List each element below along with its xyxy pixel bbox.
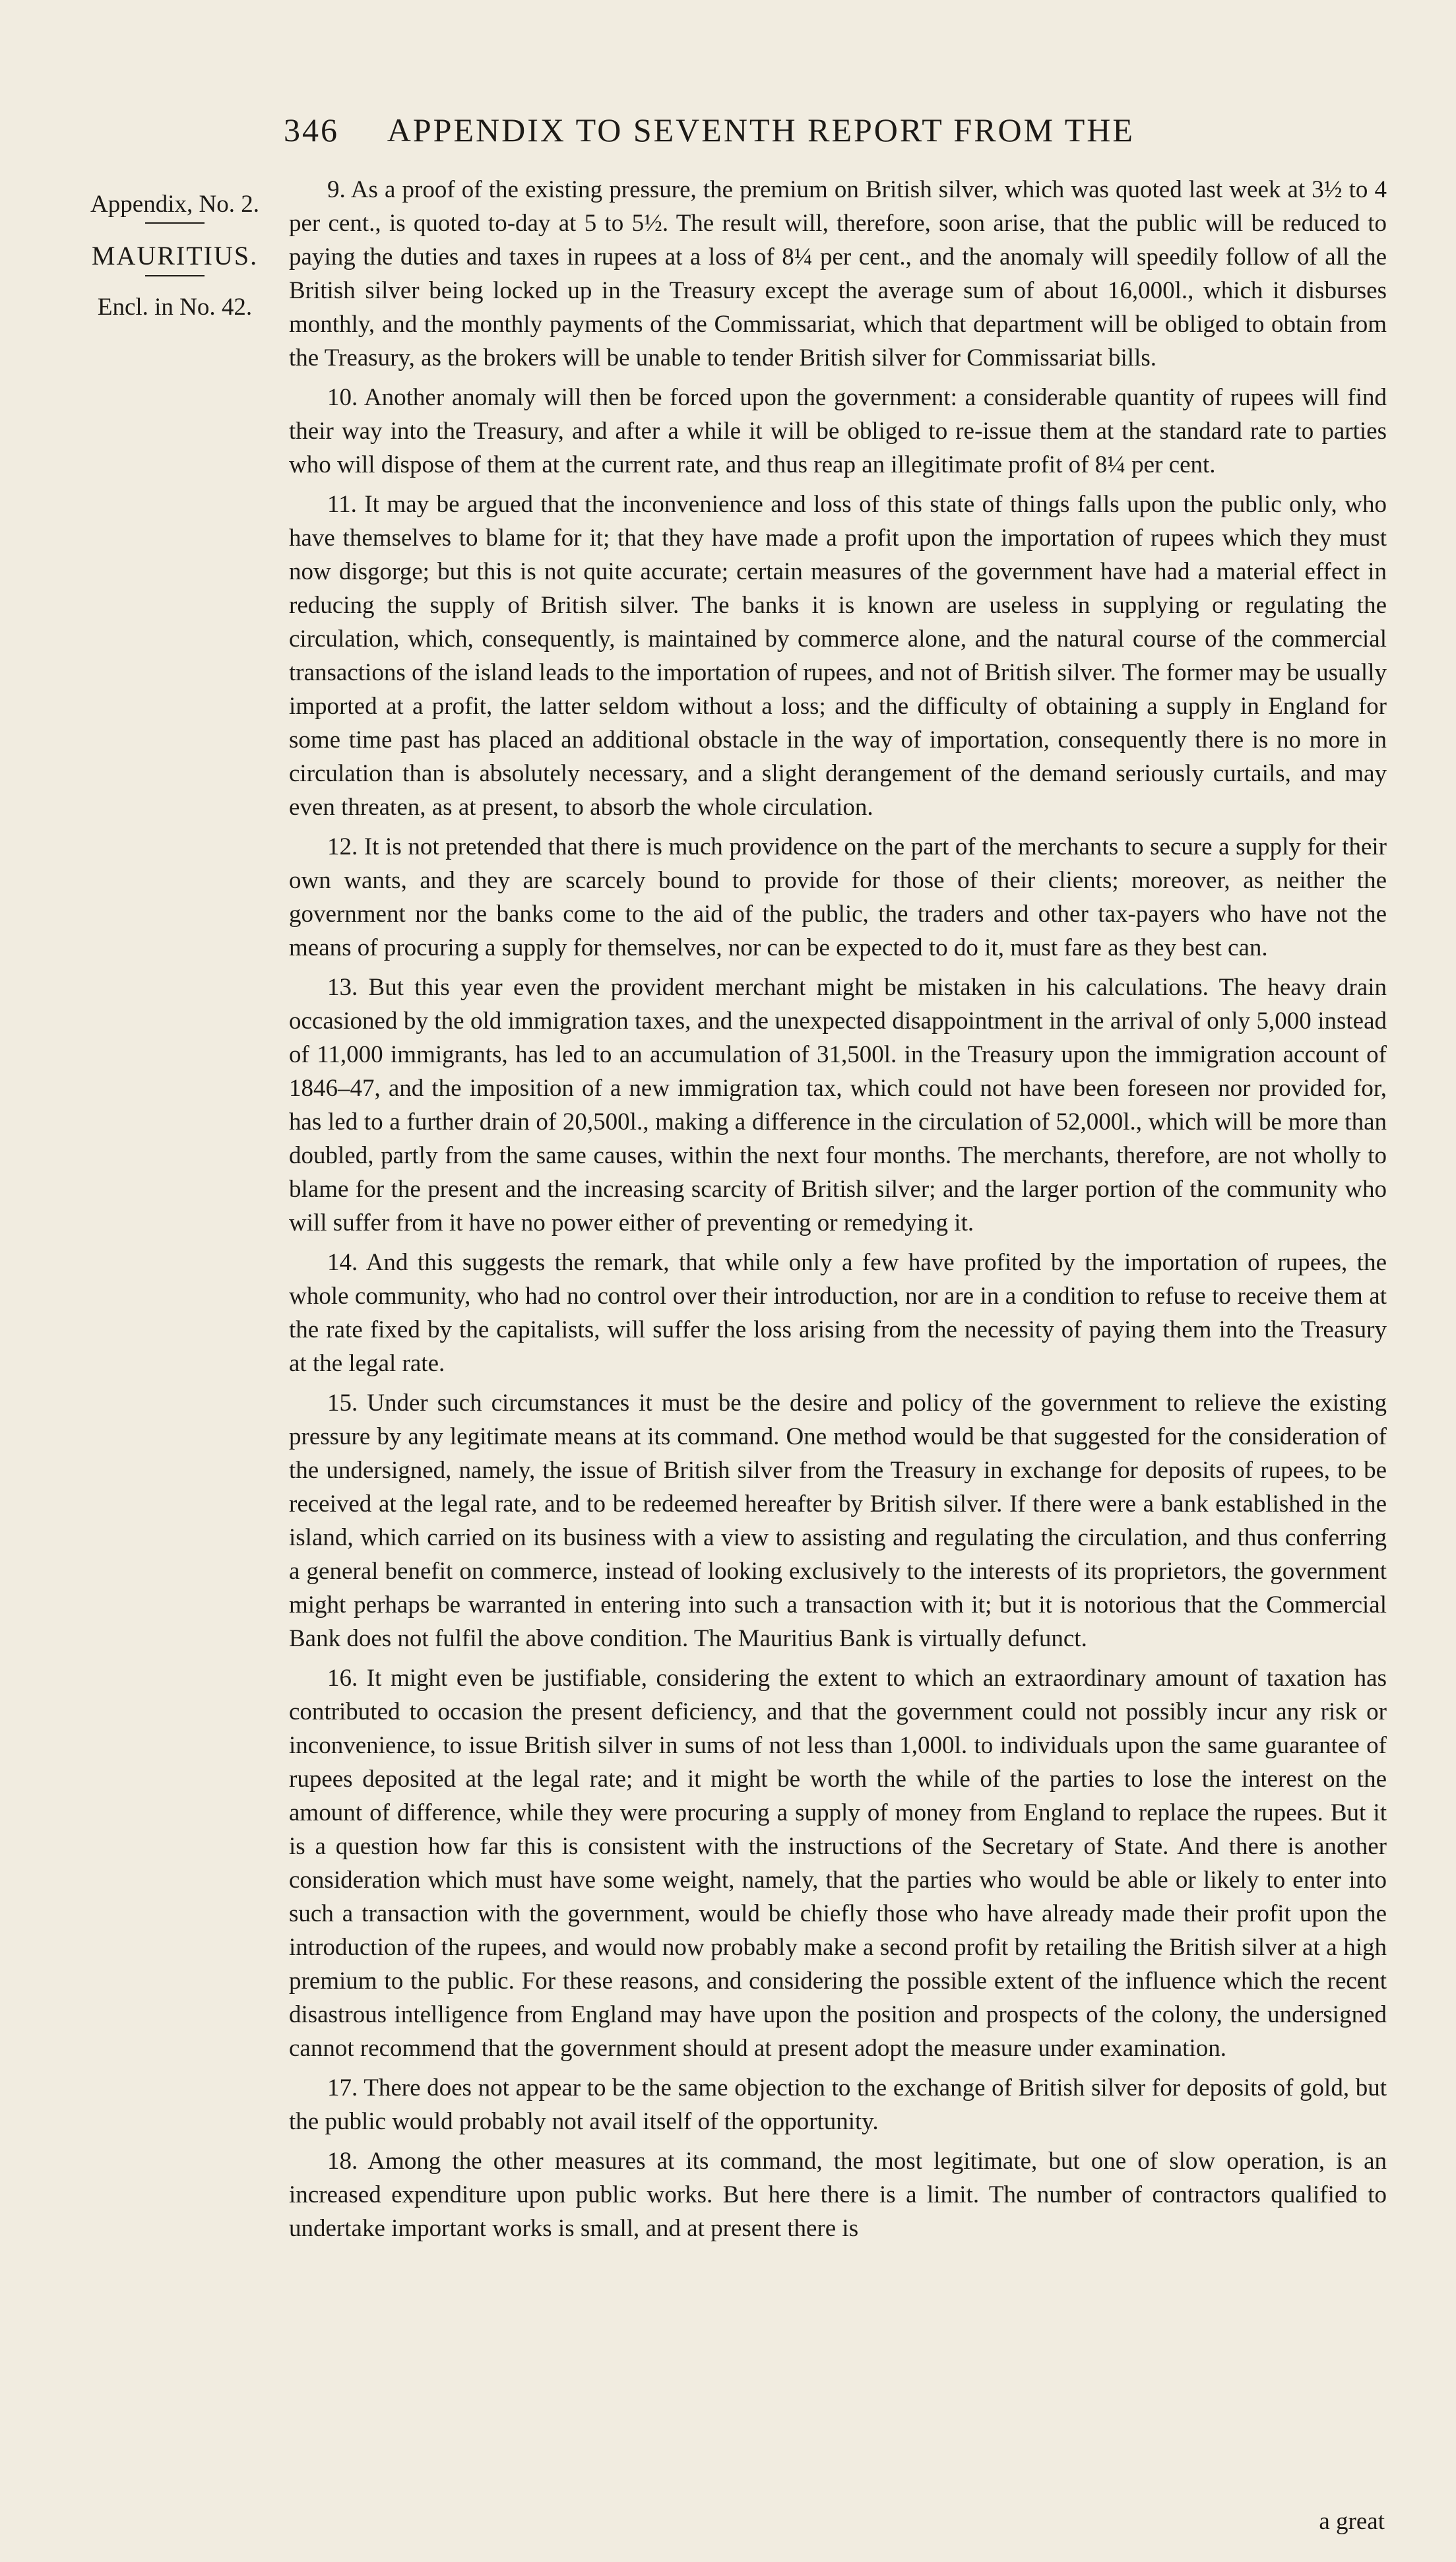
body-text — [289, 173, 1387, 2251]
margin-enclosure-label: Encl. in No. 42. — [97, 293, 253, 321]
margin-notes — [76, 188, 274, 324]
page-header-title: APPENDIX TO SEVENTH REPORT FROM THE — [387, 112, 1135, 148]
margin-rule — [145, 222, 205, 224]
paragraph-14: 14. And this suggests the remark, that while only a few have profited by the importation of rupees, the whole community, who had no control over their introduction, nor are in a condition to refuse to receive them at the rate fixed by the capitalists, will suffer the loss arising from the necessity of paying them into the Treasury at the legal rate. — [289, 1249, 1387, 1377]
catchword: a great — [1319, 2508, 1385, 2535]
margin-appendix-label: Appendix, No. 2. — [90, 191, 259, 218]
paragraph-12: 12. It is not pretended that there is much providence on the part of the merchants to secure a supply for their own wants, and they are scarcely bound to provide for those of their clients; moreover, as neither the government nor the banks come to the aid of the public, the traders and other tax-payers who have not the means of procuring a supply for themselves, nor can be expected to do it, must fare as they best can. — [289, 833, 1387, 961]
running-head — [284, 111, 1405, 149]
paragraph-10: 10. Another anomaly will then be forced upon the government: a considerable quantity of rupees will find their way into the Treasury, and after a while it will be obliged to re-issue them at the standard rate to parties who will dispose of them at the current rate, and thus reap an illegitimate profit of 8¼ per cent. — [289, 384, 1387, 478]
margin-country-label: MAURITIUS. — [91, 240, 259, 271]
paragraph-16: 16. It might even be justifiable, considering the extent to which an extraordinary amount of taxation has contributed to occasion the present deficiency, and that the government could not possibly incur any risk or inconvenience, to issue British silver in sums of not less than 1,000l. to individuals upon the same guarantee of rupees deposited at the legal rate; and it might be worth the while of the parties to lose the interest on the amount of difference, while they were procuring a supply of money from England to replace the rupees. But it is a question how far this is consistent with the instructions of the Secretary of State. And there is another consideration which must have some weight, namely, that the parties who would be able or likely to enter into such a transaction with the government, would be chiefly those who have already made their profit upon the introduction of the rupees, and would now probably make a second profit by retailing the British silver at a high premium to the public. For these reasons, and considering the possible extent of the influence which the recent disastrous intelligence from England may have upon the position and prospects of the colony, the undersigned cannot recommend that the government should at present adopt the measure under examination. — [289, 1665, 1387, 2062]
paragraph-13: 13. But this year even the provident merchant might be mistaken in his calculations. The heavy drain occasioned by the old immigration taxes, and the unexpected disappointment in the arrival of only 5,000 instead of 11,000 immigrants, has led to an accumulation of 31,500l. in the Treasury upon the immigration account of 1846–47, and the imposition of a new immigration tax, which could not have been foreseen nor provided for, has led to a further drain of 20,500l., making a difference in the circulation of 52,000l., which will be more than doubled, partly from the same causes, within the next four months. The merchants, therefore, are not wholly to blame for the present and the increasing scarcity of British silver; and the larger portion of the community who will suffer from it have no power either of preventing or remedying it. — [289, 974, 1387, 1236]
paragraph-15: 15. Under such circumstances it must be the desire and policy of the government to relieve the existing pressure by any legitimate means at its command. One method would be that suggested for the consideration of the undersigned, namely, the issue of British silver from the Treasury in exchange for deposits of rupees, to be received at the legal rate, and to be redeemed hereafter by British silver. If there were a bank established in the island, which carried on its business with a view to assisting and regulating the circulation, and thus conferring a general benefit on commerce, instead of looking exclusively to the interests of its proprietors, the government might perhaps be warranted in entering into such a transaction with it; but it is notorious that the Commercial Bank does not fulfil the above condition. The Mauritius Bank is virtually defunct. — [289, 1390, 1387, 1652]
paragraph-18: 18. Among the other measures at its command, the most legitimate, but one of slow operation, is an increased expenditure upon public works. But here there is a limit. The number of contractors qualified to undertake important works is small, and at present there is — [289, 2148, 1387, 2242]
margin-rule — [145, 275, 205, 276]
paragraph-17: 17. There does not appear to be the same objection to the exchange of British silver for deposits of gold, but the public would probably not avail itself of the opportunity. — [289, 2074, 1387, 2135]
page-number: 346 — [284, 112, 339, 148]
paragraph-9: 9. As a proof of the existing pressure, the premium on British silver, which was quoted last week at 3½ to 4 per cent., is quoted to-day at 5 to 5½. The result will, therefore, soon arise, that the public will be reduced to paying the duties and taxes in rupees at a loss of 8¼ per cent., and the anomaly will speedily follow of all the British silver being locked up in the Treasury except the average sum of about 16,000l., which it disburses monthly, and the monthly payments of the Commissariat, which that department will be obliged to obtain from the Treasury, as the brokers will be unable to tender British silver for Commissariat bills. — [289, 176, 1387, 371]
paragraph-11: 11. It may be argued that the inconvenience and loss of this state of things falls upon the public only, who have themselves to blame for it; that they have made a profit upon the importation of rupees which they must now disgorge; but this is not quite accurate; certain measures of the government have had a material effect in reducing the supply of British silver. The banks it is known are useless in supplying or regulating the circulation, which, consequently, is maintained by commerce alone, and the natural course of the commercial transactions of the island leads to the importation of rupees, and not of British silver. The former may be usually imported at a profit, the latter seldom without a loss; and the difficulty of obtaining a supply in England for some time past has placed an additional obstacle in the way of importation, consequently there is no more in circulation than is absolutely necessary, and a slight derangement of the demand seriously curtails, and may even threaten, as at present, to absorb the whole circulation. — [289, 491, 1387, 821]
